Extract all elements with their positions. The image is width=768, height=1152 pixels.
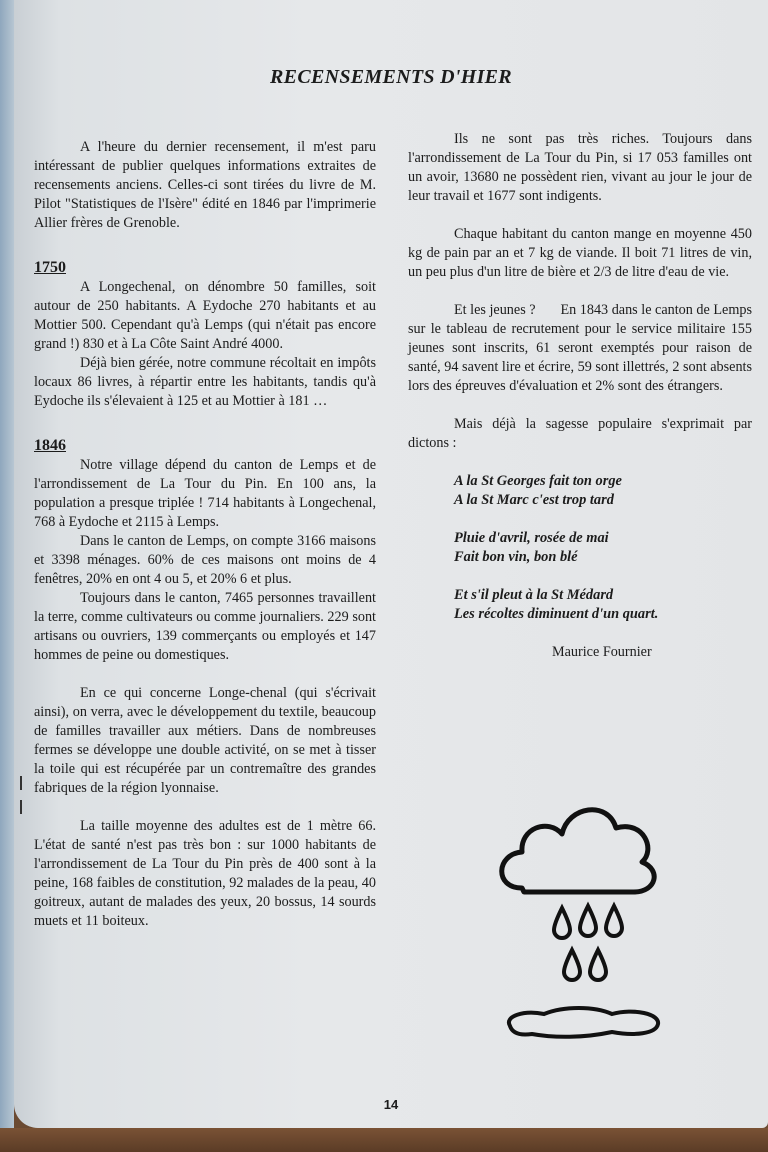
right-column [408,130,756,662]
section-1750-heading [34,258,376,278]
verse-line: Pluie d'avril, rosée de mai [454,530,609,546]
paragraph-1750-2: Déjà bien gérée, notre commune récoltait en impôts locaux 86 livres, à répartir entre les habitants, tandis qu'à Eydoche ils s'élevaient à 125 et au Mottier à 181 … [34,355,376,409]
year-heading: 1846 [34,437,66,454]
paragraph-sayings: Mais déjà la sagesse populaire s'exprimait par dictons : [408,416,752,451]
paragraph-1846-3: Toujours dans le canton, 7465 personnes travaillent la terre, comme cultivateurs ou comme journaliers. 229 sont artisans ou ouvriers, 139 commerçants ou employés et 147 hommes de peine ou domestiques. [34,590,376,663]
rain-cloud-icon [484,792,674,1052]
paragraph-wealth: Ils ne sont pas très riches. Toujours dans l'arrondissement de La Tour du Pin, si 17 053 familles ont un avoir, 13680 ne possèdent rien, vivant au jour le jour de leur travail et 1677 sont indigents. [408,131,752,204]
paragraph-1846-4: En ce qui concerne Longe-chenal (qui s'écrivait ainsi), on verra, avec le développement du textile, beaucoup de familles travailler aux métiers. Dans de nombreuses fermes se développe une double activité, on se met à tisser la toile qui est récupérée par un contremaître des grandes fabriques de la région lyonnaise. [34,685,376,796]
paragraph-food: Chaque habitant du canton mange en moyenne 450 kg de pain par an et 7 kg de viande. Il boit 71 litres de vin, un peu plus d'un litre de bière et 2/3 de litre d'eau de vie. [408,226,752,280]
verse-line: Fait bon vin, bon blé [454,549,578,565]
section-1846-heading [34,436,376,456]
verse-line: Et s'il pleut à la St Médard [454,587,614,603]
verse-line: Les récoltes diminuent d'un quart. [454,606,659,622]
page-title: RECENSEMENTS D'HIER [270,66,512,88]
signature: Maurice Fournier [552,644,652,660]
year-heading: 1750 [34,259,66,276]
page-edge [0,0,14,1152]
margin-mark [20,800,22,814]
table-surface [0,1128,768,1152]
verse-line: A la St Marc c'est trop tard [454,492,614,508]
paragraph-1846-1: Notre village dépend du canton de Lemps et de l'arrondissement de La Tour du Pin. En 100 ans, la population a presque triplée ! 714 habitants à Longechenal, 768 à Eydoche et 2115 à Lemps. [34,457,376,530]
margin-mark [20,776,22,790]
verse-line: A la St Georges fait ton orge [454,473,622,489]
document-page [14,0,768,1128]
page-number: 14 [383,1097,399,1112]
paragraph-1846-2: Dans le canton de Lemps, on compte 3166 maisons et 3398 ménages. 60% de ces maisons ont moins de 4 fenêtres, 20% en ont 4 ou 5, et 20% 6 et plus. [34,533,376,587]
paragraph-1846-5: La taille moyenne des adultes est de 1 mètre 66. L'état de santé n'est pas très bon : sur 1000 habitants de l'arrondissement de La Tour du Pin près de 400 sont à la peine, 168 faibles de constitution, 92 malades de la peau, 40 goitreux, autant de malades des yeux, 20 bossus, 14 sourds muets et 11 boiteux. [34,818,376,929]
left-column [34,138,376,931]
intro-paragraph: A l'heure du dernier recensement, il m'est paru intéressant de publier quelques informations extraites de recensements anciens. Celles-ci sont tirées du livre de M. Pilot "Statistiques de l'Isère" édité en 1846 par l'imprimerie Allier frères de Grenoble. [34,139,376,231]
paragraph-1750-1: A Longechenal, on dénombre 50 familles, soit autour de 250 habitants. A Eydoche 270 habitants et au Mottier 500. Cependant qu'à Lemps (qui n'était pas encore grand !) 830 et à La Côte Saint André 4000. [34,279,376,352]
paragraph-youth: Et les jeunes ? En 1843 dans le canton de Lemps sur le tableau de recrutement pour le service militaire 155 jeunes sont inscrits, 61 seront exemptés pour raison de santé, 94 savent lire et écrire, 59 sont illettrés, 2 sont absents lors des épreuves d'évaluation et 2% sont des étrangers. [408,302,756,394]
